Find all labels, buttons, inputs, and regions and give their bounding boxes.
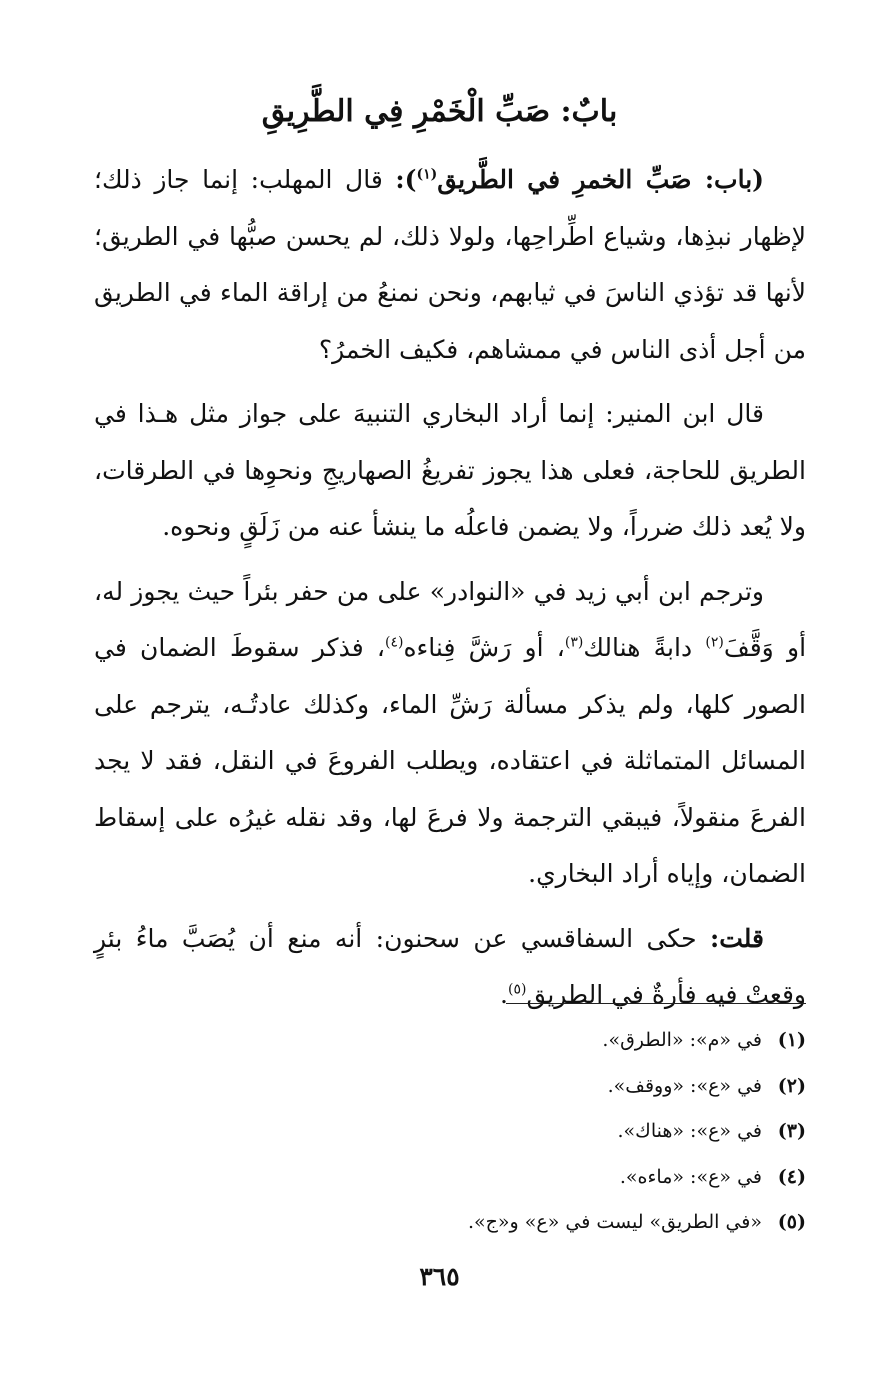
page-number: ٣٦٥ [419, 1262, 460, 1291]
section-heading-close: ): [395, 165, 417, 194]
footnote-text: في «ع»: «ماءه». [619, 1165, 762, 1188]
footnote-text: في «م»: «الطرق». [602, 1029, 762, 1051]
footnote-number: (٣) [777, 1120, 806, 1142]
footnote-3 [94, 1109, 806, 1155]
footnote-number: (٢) [777, 1074, 806, 1097]
paragraph-3-part-2: دابةً هنالك [583, 633, 706, 662]
footnote-4 [94, 1155, 806, 1201]
footnote-text: «في الطريق» ليست في «ع» و«ج». [468, 1211, 762, 1233]
footnote-marker-3: (٣) [564, 634, 584, 651]
paragraph-3-part-4: ، فذكر سقوطَ الضمان في الصور كلها، ولم يذكر مسألة رَشِّ الماء، وكذلك عادتُـه، يترجم على المسائل المتماثلة في اعتقاده، ويطلب الفروعَ في النقل، فقد لا يجد الفرعَ منقولاً، فيبقي الترجمة ولا فرعَ لها، وقد نقله غيرُه على إسقاط الضمان، وإياه أراد البخاري. [94, 633, 806, 888]
paragraph-4-end: . [500, 980, 508, 1009]
footnote-text: في «ع»: «ووقف». [607, 1074, 762, 1097]
paragraph-3-part-1: وترجم ابن أبي زيد في «النوادر» على من حفر بئراً حيث يجوز له، أو وَقَّفَ [94, 576, 807, 662]
footnote-2 [94, 1064, 806, 1110]
paragraph-2-text: قال ابن المنير: إنما أراد البخاري التنبيهَ على جواز مثل هـذا في الطريق للحاجة، فعلى هذا يجوز تفريغُ الصهاريجِ ونحوِها في الطرقات، ولا يُعد ذلك ضرراً، ولا يضمن فاعلُه ما ينشأ عنه من زَلَقٍ ونحوه. [94, 399, 806, 541]
footnote-marker-2: (٢) [705, 634, 724, 651]
section-heading [395, 165, 764, 194]
paragraph-4-lead: قلت: [709, 923, 764, 953]
paragraph-3 [94, 564, 806, 903]
footnote-marker-4: (٤) [384, 634, 404, 651]
footnote-text: في «ع»: «هناك». [617, 1120, 762, 1142]
paragraph-4-text: حكى السفاقسي عن سحنون: أنه منع أن يُصَبَّ ماءُ بئرٍ وقعتْ فيه فأرةٌ في الطريق [94, 923, 806, 1009]
section-heading-text: (باب: صَبِّ الخمرِ في الطَّريق [437, 165, 764, 194]
footnote-5 [94, 1200, 806, 1246]
footnote-number: (١) [777, 1029, 806, 1051]
paragraph-2 [94, 386, 806, 556]
chapter-title: بابٌ: صَبِّ الْخَمْرِ فِي الطَّرِيقِ [261, 94, 618, 129]
footnote-marker-5: (٥) [508, 981, 527, 998]
paragraph-3-part-3: ، أو رَشَّ فِناءه [403, 633, 565, 662]
main-text [94, 152, 806, 1032]
paragraph-1-text: قال المهلب: إنما جاز ذلك؛ لإظهار نبذِها، وشياع اطِّراحِها، ولولا ذلك، لم يحسن صبُّها في الطريق؛ لأنها قد تؤذي الناسَ في ثيابهم، ونحن نمنعُ من إراقة الماء في الطريق من أجل أذى الناس في ممشاهم، فكيف الخمرُ؟ [94, 165, 806, 364]
paragraph-1 [94, 152, 806, 378]
paragraph-4 [94, 911, 806, 1024]
footnote-number: (٤) [777, 1165, 806, 1188]
footnote-1 [94, 1018, 806, 1064]
footnotes [94, 1018, 806, 1246]
footnote-number: (٥) [777, 1211, 806, 1233]
footnote-separator [506, 1003, 806, 1004]
footnote-marker-1: (١) [416, 166, 438, 183]
